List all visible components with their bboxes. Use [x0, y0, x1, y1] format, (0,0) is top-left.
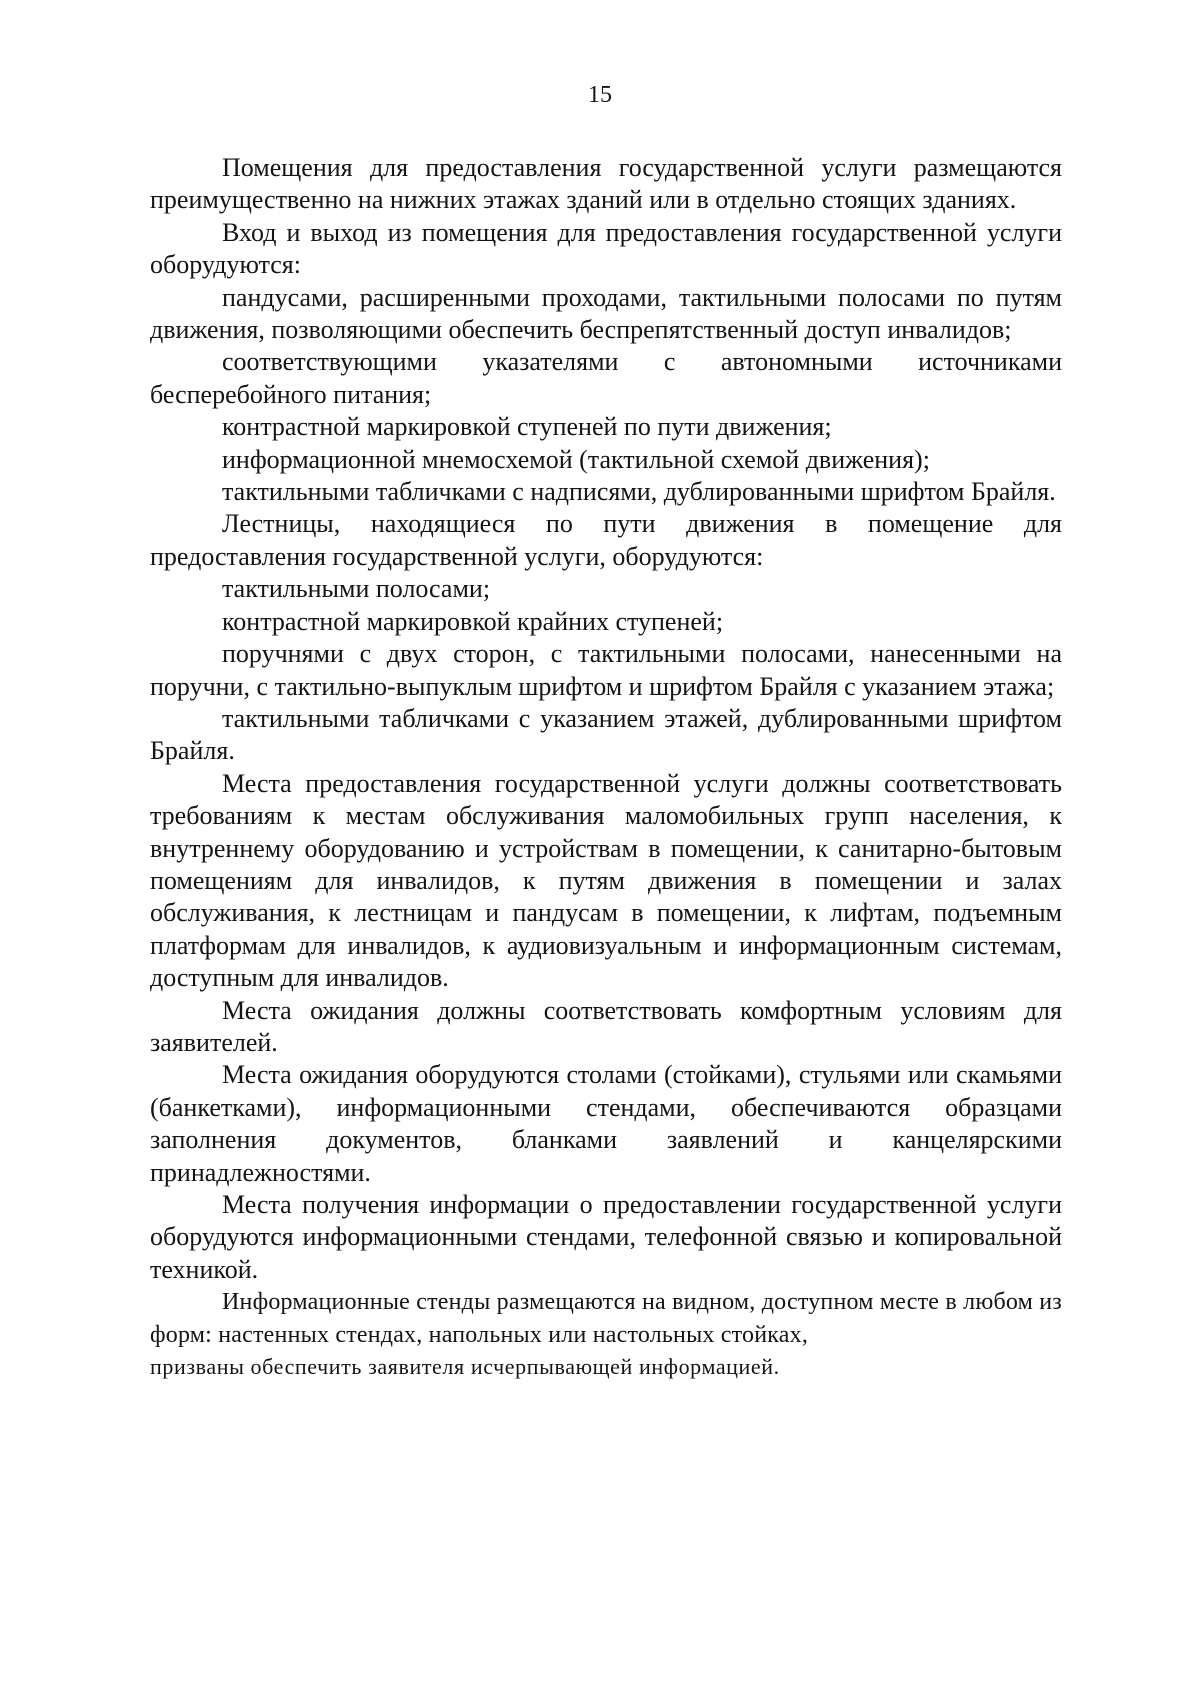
list-item: информационной мнемосхемой (тактильной схемой движения); — [222, 444, 930, 474]
page-number: 15 — [588, 82, 612, 108]
list-item: контрастной маркировкой ступеней по пути движения; — [222, 412, 832, 442]
paragraph: Места ожидания должны соответствовать комфортным условиям для заявителей. — [150, 995, 1062, 1057]
paragraph: Места предоставления государственной услуги должны соответствовать требованиям к местам обслуживания маломобильных групп населения, к внутреннему оборудованию и устройствам в помещении, к санитарно-бытовым помещениям для инвалидов, к путям движения в помещении и залах обслуживания, к лестницам и пандусам в помещении, к лифтам, подъемным платформам для инвалидов, к аудиовизуальным и информационным системам, доступным для инвалидов. — [150, 768, 1062, 993]
paragraph: Лестницы, находящиеся по пути движения в помещение для предоставления государственной услуги, оборудуются: — [150, 509, 1062, 571]
list-item: контрастной маркировкой крайних ступеней; — [222, 606, 724, 636]
paragraph: Места получения информации о предоставлении государственной услуги оборудуются информационными стендами, телефонной связью и копировальной техникой. — [150, 1190, 1062, 1284]
paragraph: Информационные стенды размещаются на видном, доступном месте в любом из форм: настенных стендах, напольных или настольных стойках, — [150, 1289, 1062, 1348]
paragraph-continuation: призваны обеспечить заявителя исчерпывающей информацией. — [150, 1354, 780, 1380]
list-item: тактильными табличками с указанием этажей, дублированными шрифтом Брайля. — [150, 703, 1062, 766]
document-body — [150, 152, 1062, 1383]
list-item: соответствующими указателями с автономными источниками бесперебойного питания; — [150, 347, 1062, 409]
paragraph: Помещения для предоставления государственной услуги размещаются преимущественно на нижних этажах зданий или в отдельно стоящих зданиях. — [150, 153, 1062, 215]
paragraph: Места ожидания оборудуются столами (стойками), стульями или скамьями (банкетками), информационными стендами, обеспечиваются образцами заполнения документов, бланками заявлений и канцелярскими принадлежностями. — [150, 1060, 1062, 1187]
list-item: пандусами, расширенными проходами, тактильными полосами по путям движения, позволяющими обеспечить беспрепятственный доступ инвалидов; — [150, 282, 1062, 345]
paragraph: Вход и выход из помещения для предоставления государственной услуги оборудуются: — [150, 217, 1062, 280]
list-item: тактильными табличками с надписями, дублированными шрифтом Брайля. — [222, 477, 1056, 507]
list-item: тактильными полосами; — [222, 574, 491, 604]
list-item: поручнями с двух сторон, с тактильными полосами, нанесенными на поручни, с тактильно-выпуклым шрифтом и шрифтом Брайля с указанием этажа; — [150, 639, 1062, 701]
